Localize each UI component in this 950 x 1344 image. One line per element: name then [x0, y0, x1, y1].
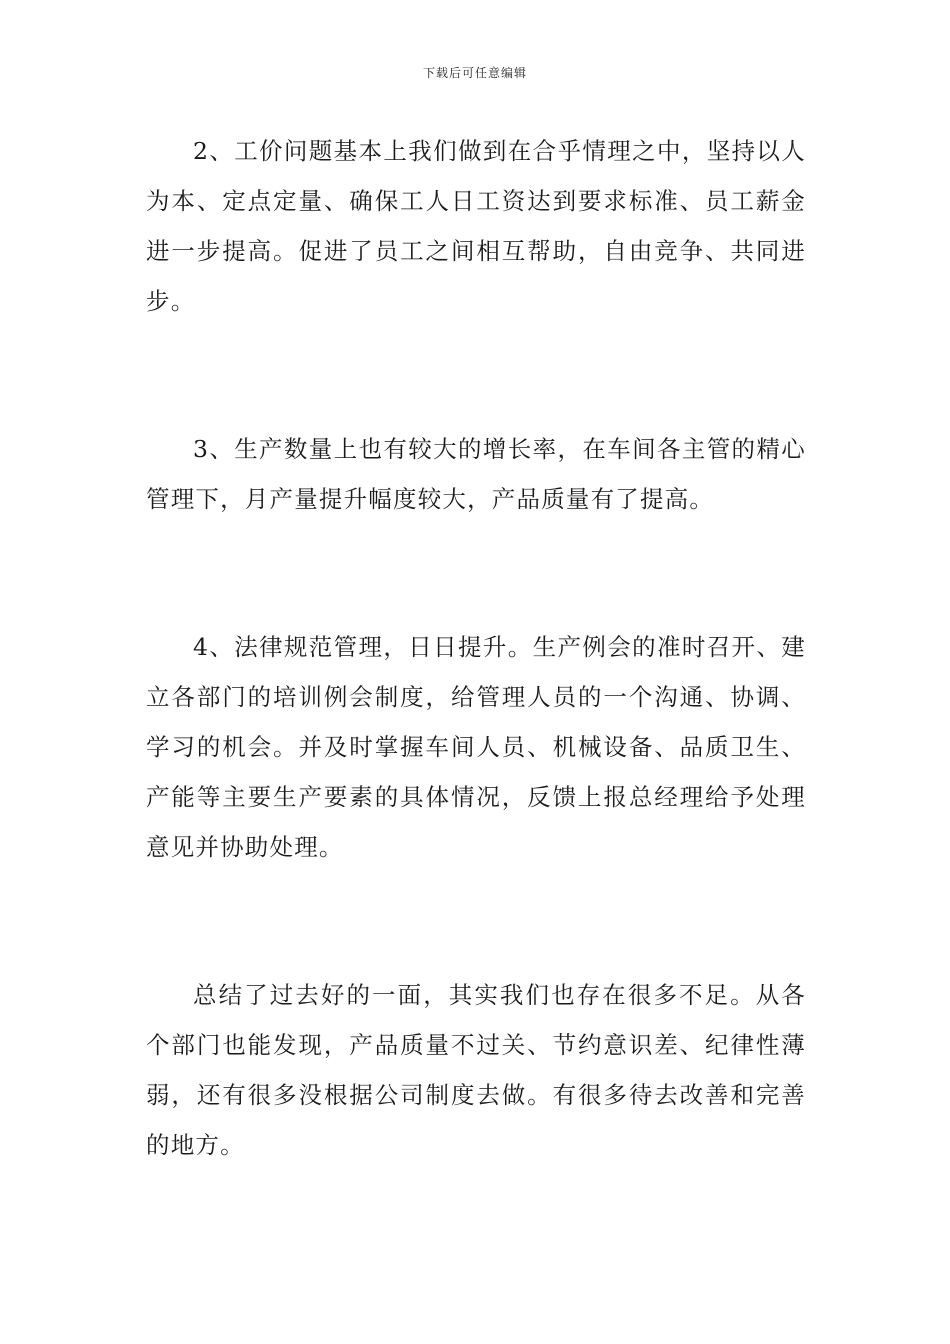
paragraph-wage-issue: 2、工价问题基本上我们做到在合乎情理之中，坚持以人为本、定点定量、确保工人日工资达到要求标准、员工薪金进一步提高。促进了员工之间相互帮助，自由竞争、共同进步。 [146, 137, 806, 315]
paragraph-production-growth: 3、生产数量上也有较大的增长率，在车间各主管的精心管理下，月产量提升幅度较大，产品质量有了提高。 [146, 435, 806, 513]
paragraph-summary-shortcomings: 总结了过去好的一面，其实我们也存在很多不足。从各个部门也能发现，产品质量不过关、节约意识差、纪律性薄弱，还有很多没根据公司制度去做。有很多待去改善和完善的地方。 [146, 981, 806, 1159]
page-header-note: 下载后可任意编辑 [422, 66, 527, 80]
paragraph-regulated-management: 4、法律规范管理，日日提升。生产例会的准时召开、建立各部门的培训例会制度，给管理人员的一个沟通、协调、学习的机会。并及时掌握车间人员、机械设备、品质卫生、产能等主要生产要素的具体情况，反馈上报总经理给予处理意见并协助处理。 [146, 633, 806, 861]
